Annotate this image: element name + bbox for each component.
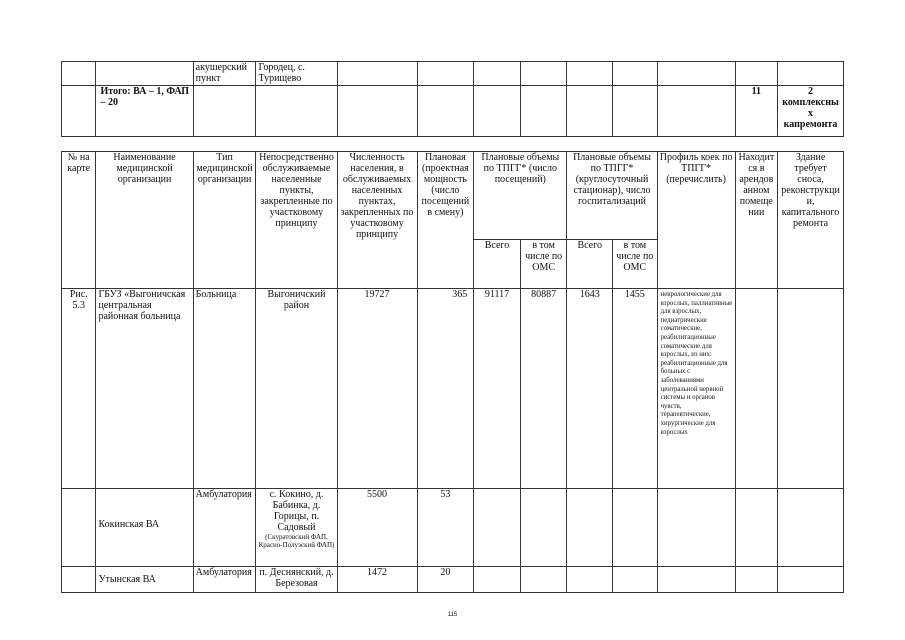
table-row	[62, 86, 844, 137]
repair-total: 2 комплексных капремонта	[778, 86, 844, 137]
row-capacity: 365	[417, 289, 474, 489]
page-number: 115	[447, 612, 458, 618]
row-name: ГБУЗ «Выгоничская центральная районная больница	[96, 289, 193, 489]
header-hospital: Плановые объемы по ТПГГ* (круглосуточный стационар), число госпитализаций	[567, 152, 657, 240]
table-row	[62, 62, 844, 86]
facility-type: акушерский пункт	[193, 62, 256, 86]
header-located: Находится в арендованном помещении	[735, 152, 778, 289]
header-population: Численность населения, в обслуживаемых населенных пунктах, закрепленных по участковому принципу	[337, 152, 417, 289]
row-name: Кокинская ВА	[96, 489, 193, 567]
row-population: 1472	[337, 567, 417, 593]
header-profile: Профиль коек по ТПГГ* (перечислить)	[657, 152, 735, 289]
settlements: Городец, с. Турищево	[256, 62, 337, 86]
row-hosp-oms: 1455	[613, 289, 658, 489]
row-population: 19727	[337, 289, 417, 489]
row-profile: неврологические для взрослых, паллиативные для взрослых, педиатрические соматические, реабилитационные соматические для взрослых, из них: реабилитационные для больных с заболеваниями центральной нервной системы и органов чувств, терапевтические, хирургические для взрослых	[657, 289, 735, 489]
row-served-note: (Скуратовский ФАП, Красно-Полуэский ФАП)	[258, 533, 335, 549]
row-capacity: 20	[417, 567, 474, 593]
totals-label: Итого: ВА – 1, ФАП – 20	[96, 86, 193, 137]
facilities-table	[61, 151, 844, 593]
header-hosp-oms: в том числе по ОМС	[613, 240, 658, 289]
row-num: Рис. 5.3	[62, 289, 96, 489]
header-visits-total: Всего	[474, 240, 521, 289]
header-hosp-total: Всего	[567, 240, 613, 289]
header-repair: Здание требует сноса, реконструкции, капитального ремонта	[778, 152, 844, 289]
header-visits: Плановые объемы по ТПГГ* (число посещений)	[474, 152, 567, 240]
header-name: Наименование медицинской организации	[96, 152, 193, 289]
header-visits-oms: в том числе по ОМС	[520, 240, 567, 289]
header-num: № на карте	[62, 152, 96, 289]
table-row	[62, 489, 844, 567]
header-row	[62, 152, 844, 240]
table-row	[62, 289, 844, 489]
row-served-text: с. Кокино, д. Бабинка, д. Горицы, п. Садовый	[269, 489, 324, 533]
row-visits-oms: 80887	[520, 289, 567, 489]
row-served: п. Деснянский, д. Березовая	[256, 567, 337, 593]
row-type: Амбулатория	[193, 567, 256, 593]
continuation-table	[61, 61, 844, 137]
row-served: Выгоничский район	[256, 289, 337, 489]
row-hosp-total: 1643	[567, 289, 613, 489]
row-capacity: 53	[417, 489, 474, 567]
table-row	[62, 567, 844, 593]
row-type: Амбулатория	[193, 489, 256, 567]
row-population: 5500	[337, 489, 417, 567]
header-type: Тип медицинской организации	[193, 152, 256, 289]
row-name: Утынская ВА	[96, 567, 193, 593]
row-type: Больница	[193, 289, 256, 489]
header-capacity: Плановая (проектная мощность (число посещений в смену)	[417, 152, 474, 289]
located-total: 11	[735, 86, 778, 137]
header-served: Непосредственно обслуживаемые населенные пункты, закрепленные по участковому принципу	[256, 152, 337, 289]
row-served	[256, 489, 337, 567]
row-visits-total: 91117	[474, 289, 521, 489]
